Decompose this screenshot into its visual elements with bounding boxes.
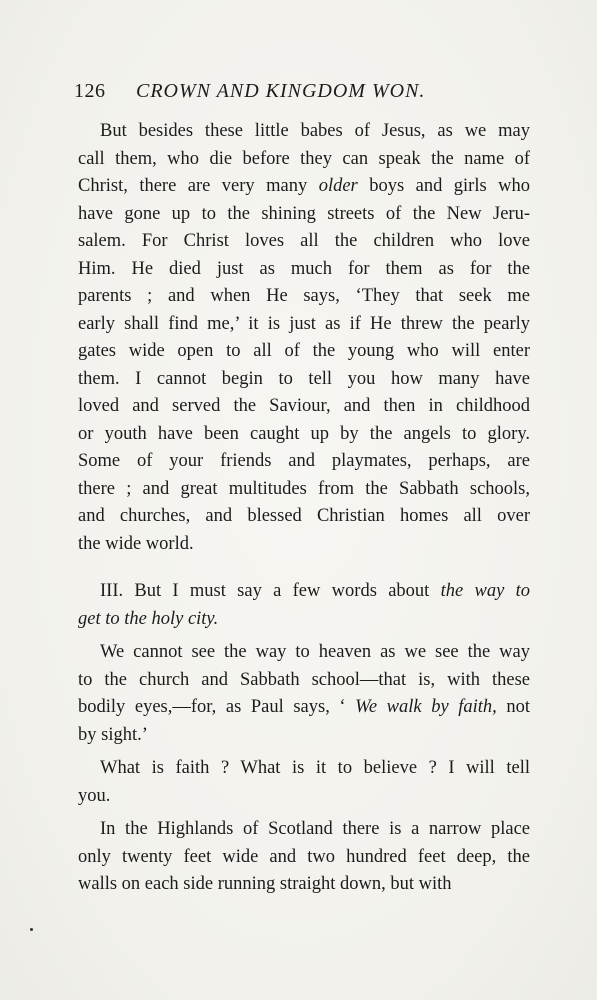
- text-run: Some of your friends and playmates, perhaps, are: [78, 451, 530, 471]
- margin-speck: [30, 928, 33, 931]
- text-run: parents ; and when He says, ‘They that seek me: [78, 286, 530, 306]
- text-line: [78, 783, 530, 811]
- italic-run: We walk by faith,: [355, 697, 497, 717]
- text-run: In the Highlands of Scotland there is a narrow place: [100, 819, 530, 839]
- page-number: 126: [74, 80, 106, 102]
- text-line: [78, 173, 530, 201]
- text-run: by sight.’: [78, 724, 148, 745]
- text-run: salem. For Christ loves all the children who love: [78, 231, 530, 251]
- text-line: [78, 639, 530, 667]
- running-header: [74, 80, 534, 110]
- italic-run: older: [318, 176, 358, 196]
- text-run: early shall find me,’ it is just as if He threw the pearly: [78, 313, 530, 334]
- text-line: [78, 201, 530, 229]
- text-line: [78, 722, 530, 750]
- text-run: III. But I must say a few words about: [100, 581, 441, 601]
- text-run: Him. He died just as much for them as for the: [78, 258, 530, 279]
- body-text: [78, 118, 530, 899]
- text-run: call them, who die before they can speak the name of: [78, 148, 530, 169]
- text-line: [78, 311, 530, 339]
- text-line: [78, 421, 530, 449]
- text-run: loved and served the Saviour, and then in childhood: [78, 396, 530, 416]
- text-run: Christ, there are very many: [78, 176, 319, 196]
- text-run: walls on each side running straight down, but with: [78, 874, 452, 894]
- text-line: [78, 871, 530, 899]
- text-line: [78, 283, 530, 311]
- italic-run: the way to: [440, 581, 530, 601]
- text-run: bodily eyes,—for, as Paul says, ‘: [78, 697, 356, 717]
- running-title: CROWN AND KINGDOM WON.: [136, 80, 426, 102]
- text-run: not: [496, 697, 530, 717]
- text-run: have gone up to the shining streets of the New Jeru-: [78, 203, 530, 224]
- text-run: We cannot see the way to heaven as we see the way: [100, 642, 530, 662]
- text-run: there ; and great multitudes from the Sabbath schools,: [78, 478, 530, 499]
- text-line: [78, 118, 530, 146]
- text-line: [78, 531, 530, 559]
- text-run: or youth have been caught up by the angels to glory.: [78, 423, 530, 444]
- text-line: [78, 503, 530, 531]
- text-line: [78, 256, 530, 284]
- text-line: [78, 694, 530, 722]
- text-line: [78, 146, 530, 174]
- text-run: only twenty feet wide and two hundred feet deep, the: [78, 846, 530, 867]
- text-run: them. I cannot begin to tell you how many have: [78, 368, 530, 389]
- text-line: [78, 476, 530, 504]
- italic-run: get to the holy city.: [78, 608, 219, 629]
- text-run: you.: [78, 785, 111, 806]
- text-run: gates wide open to all of the young who will enter: [78, 341, 530, 361]
- text-line: [78, 816, 530, 844]
- text-line: [78, 667, 530, 695]
- text-line: [78, 606, 530, 634]
- text-line: [78, 844, 530, 872]
- text-line: [78, 578, 530, 606]
- text-run: What is faith ? What is it to believe ? I will tell: [100, 758, 530, 778]
- text-line: [78, 755, 530, 783]
- text-run: boys and girls who: [357, 176, 530, 196]
- text-line: [78, 338, 530, 366]
- text-line: [78, 448, 530, 476]
- text-line: [78, 393, 530, 421]
- text-line: [78, 366, 530, 394]
- text-run: But besides these little babes of Jesus, as we may: [100, 121, 530, 141]
- text-run: to the church and Sabbath school—that is, with these: [78, 669, 530, 690]
- text-run: the wide world.: [78, 533, 194, 554]
- text-run: and churches, and blessed Christian homes all over: [78, 506, 530, 526]
- text-line: [78, 228, 530, 256]
